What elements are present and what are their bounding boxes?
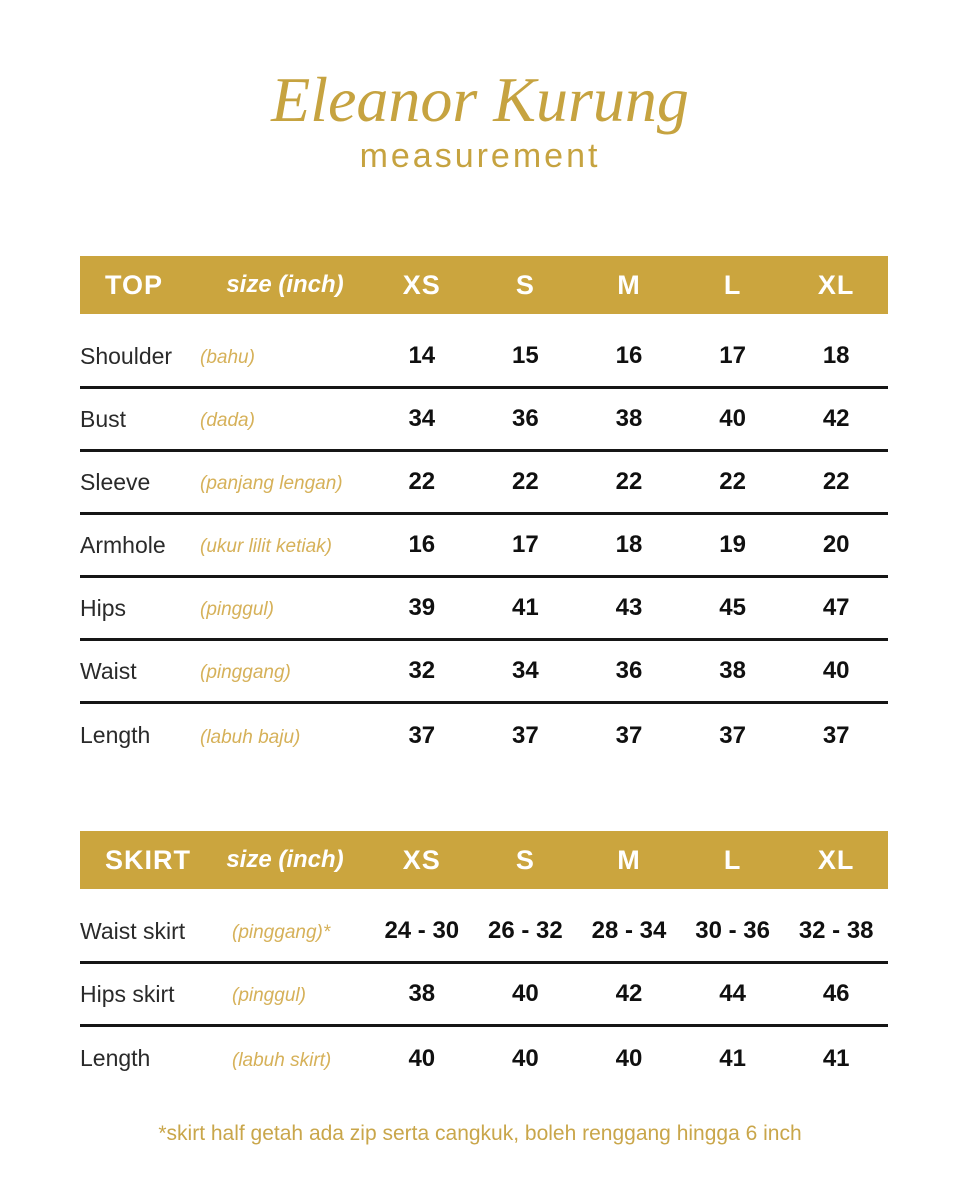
measurement-value: 37 <box>822 721 850 749</box>
size-column-header: L <box>723 844 742 875</box>
measurement-value: 24 - 30 <box>384 917 460 945</box>
measurement-label: Hips skirt <box>80 980 175 1007</box>
size-column-header: XS <box>402 844 441 875</box>
measurement-value: 40 <box>615 1044 643 1072</box>
table-unit-label: size (inch) <box>226 846 344 874</box>
measurement-label: Shoulder <box>80 342 173 369</box>
size-column-headers <box>370 845 888 876</box>
measurement-value: 22 <box>512 468 539 496</box>
page-title: Eleanor Kurung <box>271 64 689 135</box>
measurement-label: Hips <box>80 594 127 621</box>
measurement-value: 46 <box>822 980 850 1008</box>
measurement-value: 16 <box>408 531 436 559</box>
measurement-value: 18 <box>615 531 643 559</box>
table-row <box>80 515 888 578</box>
measurement-value: 40 <box>408 1044 436 1072</box>
size-column-headers <box>370 270 888 301</box>
measurement-value: 37 <box>512 721 539 749</box>
row-values <box>370 1045 888 1073</box>
measurement-label-malay: (dada) <box>200 410 255 432</box>
table-row <box>80 704 888 767</box>
table-name: SKIRT <box>105 844 191 875</box>
measurement-label-malay: (panjang lengan) <box>200 473 343 495</box>
measurement-value: 47 <box>822 594 850 622</box>
size-column-header: XL <box>817 269 855 300</box>
table-row <box>80 578 888 641</box>
measurement-value: 19 <box>719 531 746 559</box>
measurement-value: 15 <box>512 342 539 370</box>
measurement-label-malay: (bahu) <box>200 347 255 369</box>
measurement-value: 40 <box>822 657 850 685</box>
measurement-value: 32 <box>408 657 436 685</box>
measurement-value: 42 <box>615 980 643 1008</box>
measurement-value: 34 <box>512 657 539 685</box>
row-values <box>370 531 888 559</box>
measurement-value: 41 <box>512 594 539 622</box>
measurement-label-malay: (pinggang) <box>200 662 291 684</box>
size-table <box>80 831 888 1090</box>
table-header-bar <box>80 831 888 889</box>
measurement-value: 36 <box>512 405 539 433</box>
row-values <box>370 657 888 685</box>
table-row <box>80 326 888 389</box>
table-row <box>80 389 888 452</box>
measurement-value: 41 <box>719 1044 746 1072</box>
table-row <box>80 1027 888 1090</box>
measurement-label: Armhole <box>80 531 166 558</box>
measurement-value: 42 <box>822 405 850 433</box>
size-column-header: M <box>617 844 641 875</box>
measurement-label-malay: (ukur lilit ketiak) <box>200 536 332 558</box>
measurement-value: 40 <box>512 980 539 1008</box>
row-values <box>370 980 888 1008</box>
table-row <box>80 901 888 964</box>
row-values <box>370 405 888 433</box>
measurement-value: 17 <box>719 342 746 370</box>
measurement-value: 38 <box>719 657 746 685</box>
measurement-value: 37 <box>719 721 746 749</box>
measurement-value: 38 <box>408 980 436 1008</box>
measurement-value: 39 <box>408 594 436 622</box>
row-values <box>370 468 888 496</box>
measurement-value: 38 <box>615 405 643 433</box>
measurement-value: 45 <box>719 594 746 622</box>
measurement-label: Length <box>80 1045 151 1072</box>
masthead <box>0 0 960 176</box>
footnote: *skirt half getah ada zip serta cangkuk, boleh renggang hingga 6 inch <box>158 1122 802 1146</box>
measurement-value: 37 <box>408 721 436 749</box>
measurement-value: 32 - 38 <box>798 917 874 945</box>
measurement-value: 36 <box>615 657 643 685</box>
measurement-value: 22 <box>408 468 436 496</box>
measurement-value: 34 <box>408 405 436 433</box>
measurement-label: Length <box>80 722 151 749</box>
measurement-value: 30 - 36 <box>695 917 770 945</box>
size-column-header: M <box>617 269 641 300</box>
measurement-value: 22 <box>822 468 850 496</box>
measurement-value: 43 <box>615 594 643 622</box>
measurement-value: 28 - 34 <box>591 917 667 945</box>
size-column-header: S <box>515 269 535 300</box>
measurement-label: Bust <box>80 405 127 432</box>
measurement-value: 44 <box>719 980 746 1008</box>
size-column-header: S <box>515 844 535 875</box>
size-column-header: L <box>723 269 742 300</box>
measurement-value: 41 <box>822 1044 850 1072</box>
row-values <box>370 594 888 622</box>
row-values <box>370 722 888 750</box>
measurement-label-malay: (labuh skirt) <box>232 1049 332 1071</box>
measurement-label-malay: (labuh baju) <box>200 726 301 748</box>
measurement-value: 20 <box>822 531 850 559</box>
measurement-value: 14 <box>408 342 436 370</box>
measurement-value: 40 <box>719 405 746 433</box>
measurement-value: 17 <box>512 531 539 559</box>
table-unit-label: size (inch) <box>226 271 344 299</box>
measurement-value: 37 <box>615 721 643 749</box>
measurement-label-malay: (pinggul) <box>200 599 274 621</box>
measurement-value: 26 - 32 <box>488 917 563 945</box>
row-values <box>370 917 888 945</box>
measurement-value: 22 <box>719 468 746 496</box>
table-row <box>80 452 888 515</box>
size-column-header: XL <box>817 844 855 875</box>
page-subtitle: measurement <box>359 137 601 176</box>
measurement-value: 40 <box>512 1044 539 1072</box>
measurement-label: Sleeve <box>80 468 151 495</box>
measurement-value: 16 <box>615 342 643 370</box>
table-row <box>80 641 888 704</box>
measurement-label-malay: (pinggang)* <box>232 922 331 944</box>
size-column-header: XS <box>402 269 441 300</box>
measurement-label: Waist skirt <box>80 917 186 944</box>
measurement-value: 22 <box>615 468 643 496</box>
tables-container <box>80 256 888 1090</box>
table-rows <box>80 889 888 1090</box>
table-name: TOP <box>105 269 164 300</box>
table-row <box>80 964 888 1027</box>
measurement-label: Waist <box>80 657 137 684</box>
size-table <box>80 256 888 767</box>
measurement-value: 18 <box>822 342 850 370</box>
measurement-label-malay: (pinggul) <box>232 985 306 1007</box>
row-values <box>370 342 888 370</box>
table-rows <box>80 314 888 767</box>
table-header-bar <box>80 256 888 314</box>
